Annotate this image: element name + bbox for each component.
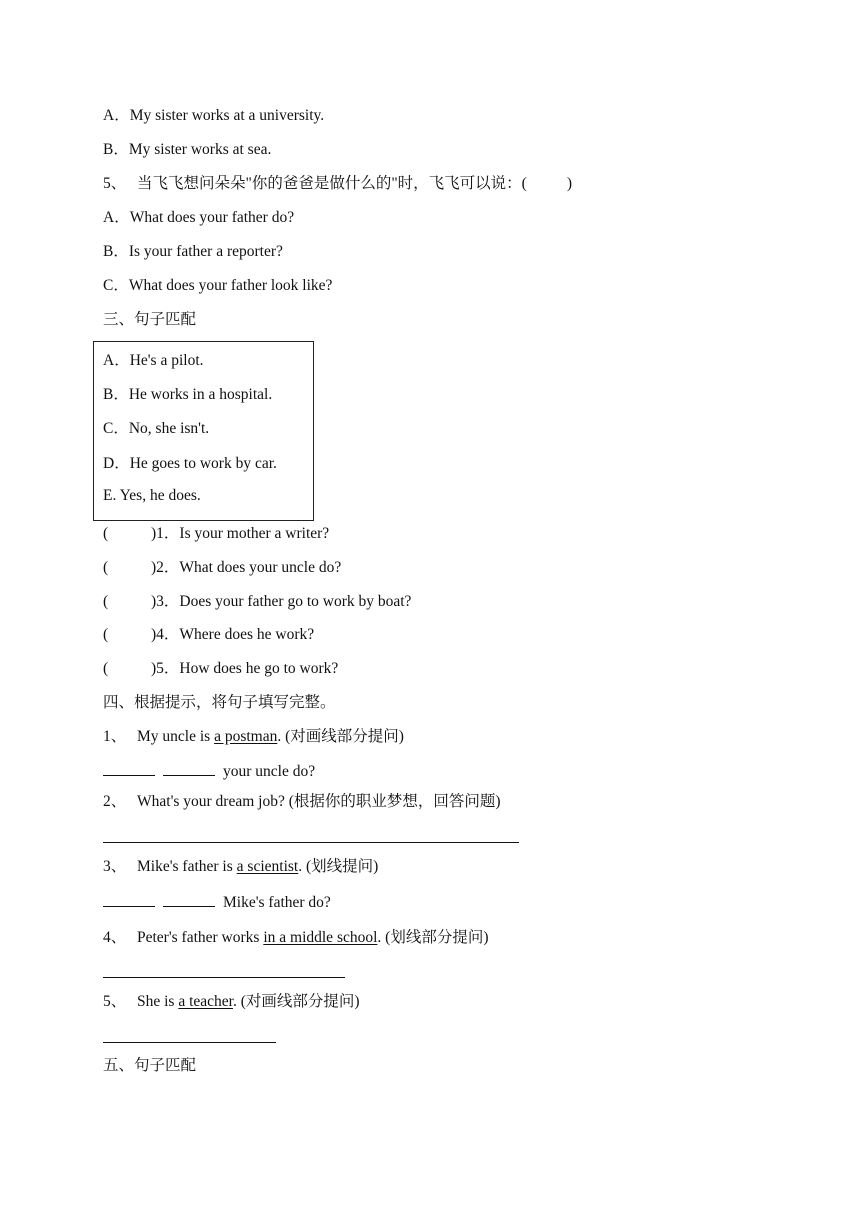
s4-q3-answer-text: Mike's father do? — [223, 894, 331, 911]
q5-close-paren: ) — [566, 175, 572, 192]
s4-q3-underlined: a scientist — [236, 858, 299, 875]
q4-option-a: A．My sister works at a university. — [103, 107, 325, 124]
s4-q3-post: . (划线提问) — [298, 858, 379, 875]
match-item — [103, 558, 341, 578]
box-option-b: B．He works in a hospital. — [103, 386, 273, 403]
q5-stem — [103, 174, 572, 194]
answer-blank[interactable] — [103, 761, 155, 776]
section5-title: 五、句子匹配 — [103, 1057, 197, 1074]
s4-q1-number: 1、 — [103, 728, 127, 745]
answer-blank[interactable] — [163, 892, 215, 907]
match-item — [103, 524, 329, 544]
box-option-e: E. Yes, he does. — [103, 487, 201, 504]
box-option-c: C．No, she isn't. — [103, 420, 210, 437]
match-question: )4．Where does he work? — [151, 626, 315, 643]
s4-q1 — [103, 727, 404, 747]
match-open-paren: ( — [103, 525, 109, 542]
match-open-paren: ( — [103, 660, 109, 677]
s4-q2 — [103, 792, 501, 812]
match-item — [103, 592, 411, 612]
s4-q5-post: . (对画线部分提问) — [232, 993, 360, 1010]
section4-title: 四、根据提示，将句子填写完整。 — [103, 694, 336, 711]
box-option-d: D．He goes to work by car. — [103, 455, 277, 472]
match-question: )3．Does your father go to work by boat? — [151, 593, 412, 610]
s4-q4-pre: Peter's father works — [137, 929, 264, 946]
s4-q1-answer-text: your uncle do? — [223, 763, 316, 780]
s4-q3-pre: Mike's father is — [137, 858, 237, 875]
s4-q4-number: 4、 — [103, 929, 127, 946]
s4-q1-pre: My uncle is — [137, 728, 215, 745]
match-item — [103, 625, 314, 645]
s4-q5-pre: She is — [137, 993, 179, 1010]
match-open-paren: ( — [103, 559, 109, 576]
match-item — [103, 659, 338, 679]
section3-title: 三、句子匹配 — [103, 311, 197, 328]
q5-number: 5、 — [103, 175, 127, 192]
match-open-paren: ( — [103, 626, 109, 643]
match-open-paren: ( — [103, 593, 109, 610]
s4-q3-answer — [103, 892, 331, 913]
answer-blank[interactable] — [103, 892, 155, 907]
q4-option-b: B．My sister works at sea. — [103, 141, 272, 158]
s4-q4-underlined: in a middle school — [263, 929, 378, 946]
s4-q2-text: What's your dream job? (根据你的职业梦想，回答问题) — [137, 793, 501, 810]
q5-option-b: B．Is your father a reporter? — [103, 243, 283, 260]
match-question: )2．What does your uncle do? — [151, 559, 342, 576]
s4-q5-number: 5、 — [103, 993, 127, 1010]
answer-blank[interactable] — [163, 761, 215, 776]
q5-option-c: C．What does your father look like? — [103, 277, 333, 294]
box-option-a: A．He's a pilot. — [103, 352, 204, 369]
s4-q1-underlined: a postman — [214, 728, 278, 745]
s4-q3 — [103, 857, 378, 877]
q5-option-a: A．What does your father do? — [103, 209, 295, 226]
s4-q1-post: . (对画线部分提问) — [277, 728, 404, 745]
s4-q5 — [103, 992, 360, 1012]
s4-q4 — [103, 928, 488, 948]
q5-text: 当飞飞想问朵朵"你的爸爸是做什么的"时，飞飞可以说：( — [137, 175, 527, 192]
s4-q3-number: 3、 — [103, 858, 127, 875]
s4-q2-number: 2、 — [103, 793, 127, 810]
s4-q5-underlined: a teacher — [178, 993, 233, 1010]
s4-q1-answer — [103, 761, 315, 782]
s4-q2-answer-line[interactable] — [103, 842, 519, 843]
s4-q5-answer-line[interactable] — [103, 1042, 276, 1043]
match-question: )1．Is your mother a writer? — [151, 525, 330, 542]
s4-q4-answer-line[interactable] — [103, 977, 345, 978]
match-question: )5．How does he go to work? — [151, 660, 339, 677]
s4-q4-post: . (划线部分提问) — [377, 929, 489, 946]
